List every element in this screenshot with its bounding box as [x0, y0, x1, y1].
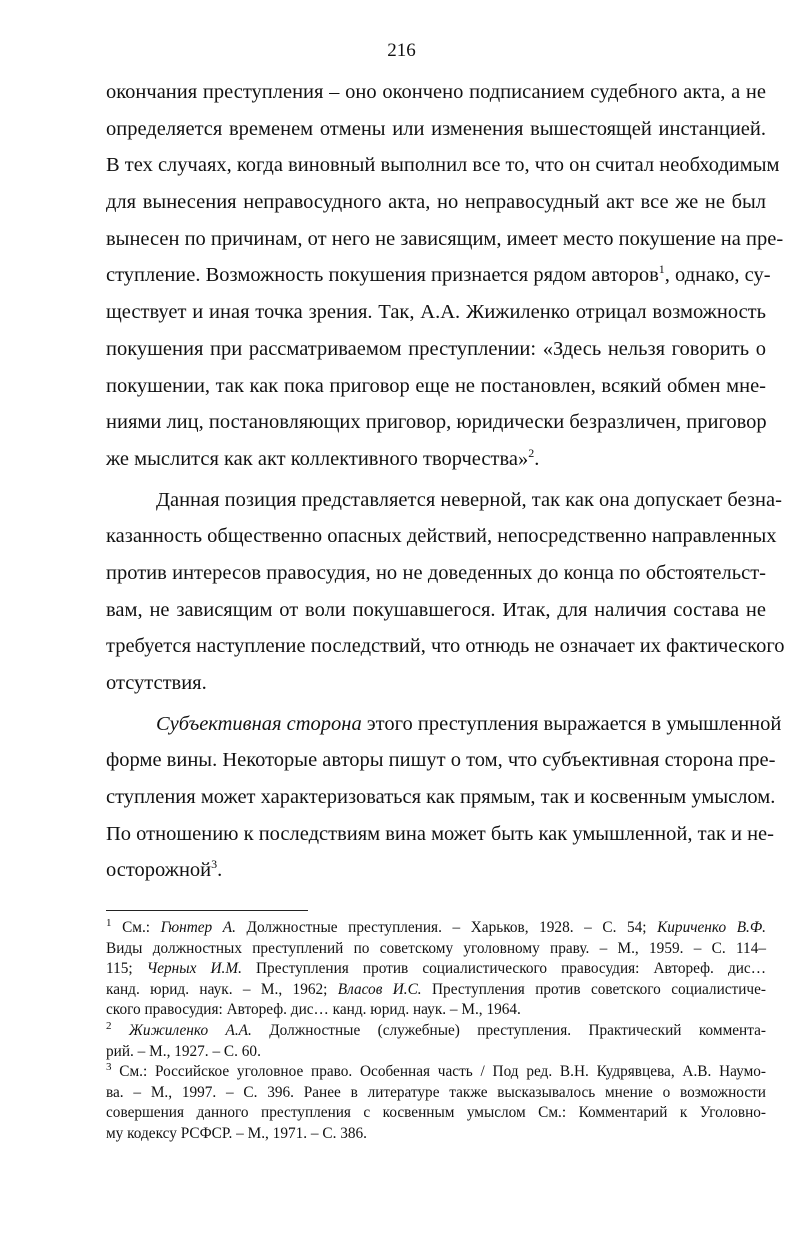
footnote-line [106, 959, 766, 980]
author-name: Черных И.М. [146, 960, 242, 978]
text-run: ступление. Возможность покушения признается рядом авторов [106, 264, 659, 287]
text-line: ществует и иная точка зрения. Так, А.А. Жижиленко отрицал возможность [106, 301, 766, 324]
footnote-line: рий. – М., 1927. – С. 60. [106, 1042, 261, 1060]
text-run: См.: Российское уголовное право. Особенная часть / Под ред. В.Н. Кудрявцева, А.В. Наумо- [111, 1063, 766, 1081]
text-line [106, 852, 766, 889]
text-run: же мыслится как акт коллективного творчества» [106, 447, 529, 470]
text-line: По отношению к последствиям вина может быть как умышленной, так и не- [106, 822, 774, 845]
text-line: покушения при рассматриваемом преступлении: «Здесь нельзя говорить о [106, 337, 766, 360]
page-number: 216 [387, 40, 416, 61]
footnote-marker-3: 3 [106, 1061, 112, 1074]
text-line: Данная позиция представляется неверной, так как она допускает безна- [156, 488, 782, 511]
text-run: См.: [111, 919, 161, 936]
text-line: ниями лиц, постановляющих приговор, юридически безразличен, приговор [106, 411, 767, 434]
text-line: против интересов правосудия, но не доведенных до конца по обстоятельст- [106, 561, 766, 584]
text-line: казанность общественно опасных действий, непосредственно направленных [106, 525, 777, 548]
text-run: осторожной [106, 859, 212, 882]
footnote-line: ва. – М., 1997. – С. 396. Ранее в литературе также высказывалось мнение о возможности [106, 1083, 766, 1101]
footnotes [106, 918, 766, 1145]
footnote-ref-3: 3 [211, 857, 218, 872]
footnote-line: ского правосудия: Автореф. дис… канд. юрид. наук. – М., 1964. [106, 1001, 521, 1019]
footnote-line [106, 918, 766, 939]
text-line: требуется наступление последствий, что отнюдь не означает их фактического [106, 635, 785, 658]
text-run: , однако, су- [664, 264, 771, 287]
footnote-line: Виды должностных преступлений по советскому уголовному праву. – М., 1959. – С. 114– [106, 939, 766, 957]
text-line [106, 257, 771, 294]
italic-term: Субъективная сторона [156, 712, 362, 735]
text-line: определяется временем отмены или изменения вышестоящей инстанцией. [106, 117, 766, 140]
text-line: ступления может характеризоваться как прямым, так и косвенным умыслом. [106, 786, 776, 809]
text-line [106, 441, 766, 478]
text-run: . [534, 447, 540, 470]
text-run: этого преступления выражается в умышленной [361, 712, 782, 735]
footnote-ref-2: 2 [528, 445, 535, 460]
author-name: Жижиленко А.А. [128, 1021, 252, 1039]
text-line: В тех случаях, когда виновный выполнил все то, что он считал необходимым [106, 154, 780, 177]
main-text [106, 74, 785, 889]
footnote-line [106, 1062, 766, 1083]
text-run: 115; [106, 960, 147, 978]
text-line: вам, не зависящим от воли покушавшегося. Итак, для наличия состава не [106, 598, 766, 621]
text-line: покушении, так как пока приговор еще не постановлен, всякий обмен мне- [106, 374, 766, 397]
text-run: Должностные преступления. – Харьков, 1928. – С. 54; [235, 919, 658, 936]
text-line: окончания преступления – оно окончено подписанием судебного акта, а не [106, 81, 766, 103]
author-name: Гюнтер А. [160, 919, 236, 936]
text-run [112, 1022, 129, 1039]
text-run: . [217, 859, 223, 882]
footnote-marker-2: 2 [106, 1019, 112, 1032]
text-line: для вынесения неправосудного акта, но неправосудный акт все же не был [106, 191, 766, 214]
text-line: вынесен по причинам, от него не зависящим, имеет место покушение на пре- [106, 227, 784, 250]
footnote-line [106, 980, 766, 1001]
text-run: Преступления против советского социалистиче- [421, 980, 766, 998]
author-name: Власов И.С. [337, 980, 422, 998]
text-run: канд. юрид. наук. – М., 1962; [106, 980, 338, 998]
text-run: Должностные (служебные) преступления. Практический коммента- [251, 1021, 766, 1039]
footnote-line: му кодексу РСФСР. – М., 1971. – С. 386. [106, 1124, 368, 1142]
footnote-marker-1: 1 [106, 917, 112, 929]
text-line: отсутствия. [106, 672, 207, 694]
author-name: Кириченко В.Ф. [657, 919, 766, 936]
text-run: Преступления против социалистического правосудия: Автореф. дис… [241, 960, 766, 978]
text-line: форме вины. Некоторые авторы пишут о том, что субъективная сторона пре- [106, 749, 776, 772]
footnote-line [106, 1021, 766, 1042]
footnote-ref-1: 1 [658, 262, 665, 277]
text-line [106, 706, 782, 743]
footnote-divider [106, 910, 308, 911]
footnote-line: совершения данного преступления с косвенным умыслом См.: Комментарий к Уголовно- [106, 1104, 766, 1122]
